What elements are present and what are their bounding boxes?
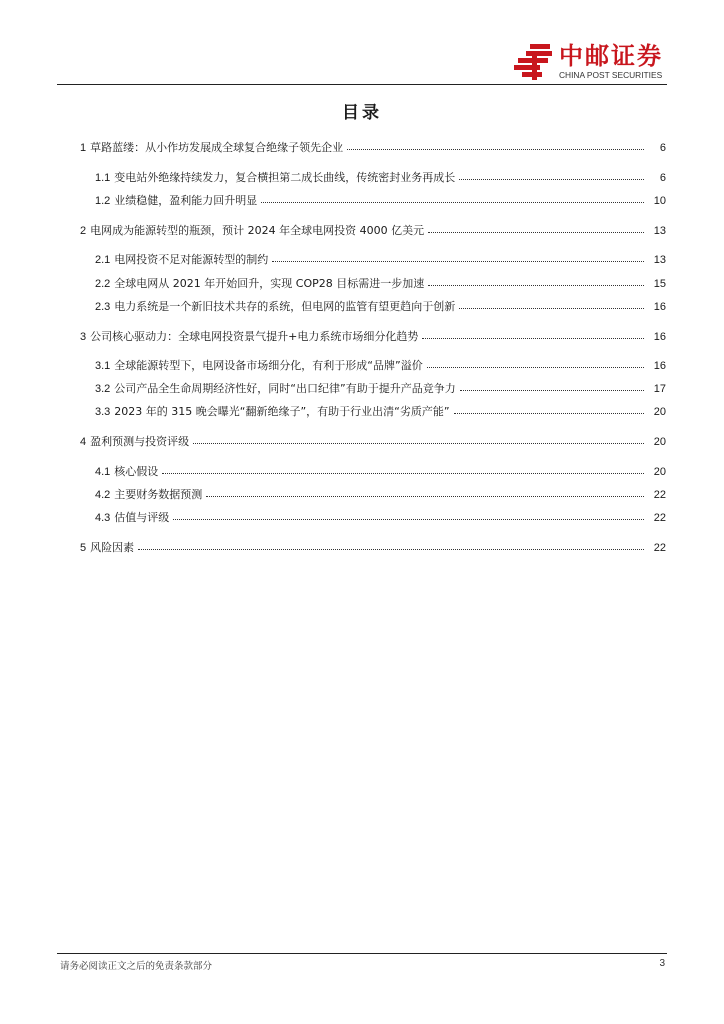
toc-entry-page: 17 xyxy=(653,383,666,395)
toc-entry-number: 4.2 xyxy=(95,489,111,501)
footer-divider xyxy=(57,953,667,954)
toc-entry-page: 6 xyxy=(659,172,666,184)
toc-entry-1-1[interactable] xyxy=(95,168,666,186)
toc-entry-4-2[interactable] xyxy=(95,485,666,503)
toc-entry-title: 主要财务数据预测 xyxy=(114,488,203,501)
toc-entry-title: 盈利预测与投资评级 xyxy=(90,435,190,448)
toc-entry-page: 13 xyxy=(653,254,666,266)
toc-dot-leader xyxy=(272,249,644,262)
toc-entry-title: 估值与评级 xyxy=(114,511,170,524)
toc-entry-page: 15 xyxy=(653,278,666,290)
toc-entry-number: 5 xyxy=(80,542,87,554)
toc-dot-leader xyxy=(428,273,644,286)
toc-dot-leader xyxy=(422,326,644,339)
header-divider xyxy=(57,84,667,85)
toc-entry-number: 2.2 xyxy=(95,278,111,290)
toc-dot-leader xyxy=(193,431,644,444)
toc-entry-title: 全球能源转型下，电网设备市场细分化，有利于形成“品牌”溢价 xyxy=(114,359,423,372)
company-logo xyxy=(512,42,677,82)
toc-entry-5[interactable] xyxy=(80,538,666,556)
toc-entry-number: 2.3 xyxy=(95,301,111,313)
toc-entry-page: 13 xyxy=(653,225,666,237)
toc-entry-page: 20 xyxy=(653,466,666,478)
toc-entry-title: 电网投资不足对能源转型的制约 xyxy=(114,253,269,266)
toc-entry-title: 电力系统是一个新旧技术共存的系统，但电网的监管有望更趋向于创新 xyxy=(114,300,456,313)
toc-entry-page: 22 xyxy=(653,489,666,501)
toc-entry-title: 2023 年的 315 晚会曝光“翻新绝缘子”，有助于行业出清“劣质产能” xyxy=(114,405,450,418)
logo-chinese-name: 中邮证券 xyxy=(559,42,663,70)
toc-dot-leader xyxy=(428,220,644,233)
toc-entry-title: 电网成为能源转型的瓶颈，预计 2024 年全球电网投资 4000 亿美元 xyxy=(90,224,425,237)
toc-entry-2-3[interactable] xyxy=(95,297,666,315)
toc-entry-1-2[interactable] xyxy=(95,191,666,209)
toc-dot-leader xyxy=(162,461,644,474)
toc-entry-page: 16 xyxy=(653,360,666,372)
toc-entry-title: 变电站外绝缘持续发力，复合横担第二成长曲线，传统密封业务再成长 xyxy=(114,171,456,184)
toc-entry-page: 22 xyxy=(653,542,666,554)
toc-entry-page: 6 xyxy=(659,142,666,154)
toc-dot-leader xyxy=(138,537,644,550)
toc-entry-page: 10 xyxy=(653,195,666,207)
page-title: 目录 xyxy=(342,103,382,123)
toc-entry-number: 1 xyxy=(80,142,87,154)
toc-entry-title: 业绩稳健，盈利能力回升明显 xyxy=(114,194,258,207)
toc-dot-leader xyxy=(206,484,644,497)
toc-dot-leader xyxy=(347,137,644,150)
toc-dot-leader xyxy=(454,401,644,414)
toc-entry-3-2[interactable] xyxy=(95,379,666,397)
footer-disclaimer: 请务必阅读正文之后的免责条款部分 xyxy=(60,961,213,972)
toc-entry-2-2[interactable] xyxy=(95,274,666,292)
toc-entry-title: 核心假设 xyxy=(114,465,159,478)
toc-entry-number: 3.3 xyxy=(95,406,111,418)
toc-entry-3-3[interactable] xyxy=(95,402,666,420)
toc-entry-number: 4.1 xyxy=(95,466,111,478)
toc-entry-number: 1.1 xyxy=(95,172,111,184)
toc-entry-page: 20 xyxy=(653,406,666,418)
toc-entry-title: 全球电网从 2021 年开始回升，实现 COP28 目标需进一步加速 xyxy=(114,277,425,290)
toc-dot-leader xyxy=(173,507,644,520)
toc-dot-leader xyxy=(459,167,644,180)
toc-entry-number: 4.3 xyxy=(95,512,111,524)
toc-entry-title: 公司产品全生命周期经济性好，同时“出口纪律”有助于提升产品竞争力 xyxy=(114,382,456,395)
china-post-logo-icon xyxy=(512,42,554,82)
toc-entry-4-1[interactable] xyxy=(95,462,666,480)
toc-entry-number: 2.1 xyxy=(95,254,111,266)
logo-english-name: CHINA POST SECURITIES xyxy=(559,70,663,80)
page-number: 3 xyxy=(659,958,665,969)
toc-entry-title: 风险因素 xyxy=(90,541,135,554)
toc-entry-1[interactable] xyxy=(80,138,666,156)
toc-entry-number: 3 xyxy=(80,331,87,343)
toc-entry-page: 16 xyxy=(653,331,666,343)
toc-entry-page: 16 xyxy=(653,301,666,313)
toc-entry-3-1[interactable] xyxy=(95,356,666,374)
toc-entry-2[interactable] xyxy=(80,221,666,239)
toc-entry-page: 22 xyxy=(653,512,666,524)
toc-entry-title: 草路蓝缕：从小作坊发展成全球复合绝缘子领先企业 xyxy=(90,141,344,154)
toc-dot-leader xyxy=(460,378,644,391)
toc-entry-number: 3.2 xyxy=(95,383,111,395)
toc-entry-3[interactable] xyxy=(80,327,666,345)
toc-entry-page: 20 xyxy=(653,436,666,448)
toc-entry-4[interactable] xyxy=(80,432,666,450)
toc-entry-number: 3.1 xyxy=(95,360,111,372)
toc-entry-number: 1.2 xyxy=(95,195,111,207)
toc-entry-4-3[interactable] xyxy=(95,508,666,526)
toc-dot-leader xyxy=(261,190,644,203)
toc-entry-number: 2 xyxy=(80,225,87,237)
toc-entry-number: 4 xyxy=(80,436,87,448)
toc-dot-leader xyxy=(427,355,644,368)
toc-entry-2-1[interactable] xyxy=(95,250,666,268)
toc-entry-title: 公司核心驱动力：全球电网投资景气提升+电力系统市场细分化趋势 xyxy=(90,330,419,343)
toc-dot-leader xyxy=(459,296,644,309)
